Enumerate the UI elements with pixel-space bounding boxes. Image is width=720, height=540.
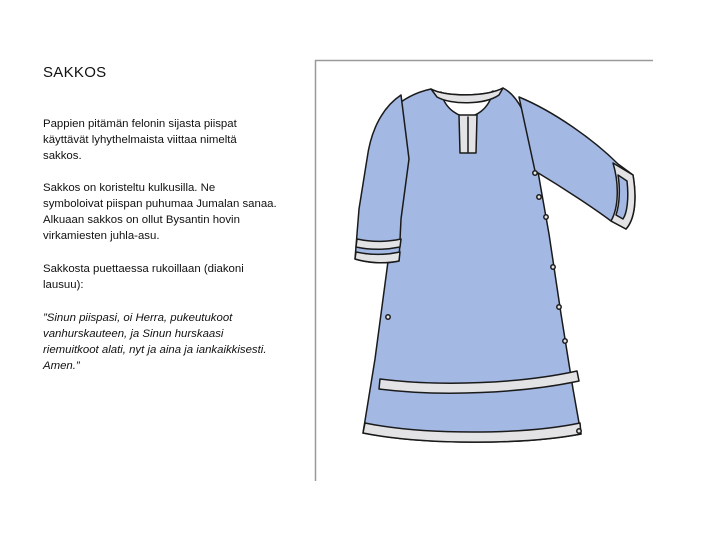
bell-7 (386, 315, 390, 319)
sakkos-illustration (313, 59, 655, 483)
body-text (43, 116, 278, 390)
paragraph-prayer: ”Sinun piispasi, oi Herra, pukeutukoot vanhurskauteen, ja Sinun hurskaasi riemuitkoot alati, nyt ja aina ja iankaikkisesti. Amen.” (43, 312, 267, 372)
bell-4 (551, 265, 555, 269)
bell-2 (537, 195, 541, 199)
slide-title: SAKKOS (43, 64, 107, 81)
paragraph-description: Sakkos on koristeltu kulkusilla. Ne symboloivat piispan puhumaa Jumalan sanaa. Alkuaan sakkos on ollut Bysantin hovin virkamiesten juhla-asu. (43, 182, 277, 242)
bell-8 (577, 429, 581, 433)
bell-3 (544, 215, 548, 219)
paragraph-prayer-intro: Sakkosta puettaessa rukoillaan (diakoni lausuu): (43, 263, 244, 291)
bell-6 (563, 339, 567, 343)
left-sleeve-trim-lower (355, 252, 400, 263)
bell-1 (533, 171, 537, 175)
sakkos-drawing (313, 59, 655, 483)
paragraph-intro: Pappien pitämän felonin sijasta piispat käyttävät lyhythelmaista viittaa nimeltä sakkos. (43, 118, 237, 162)
bell-5 (557, 305, 561, 309)
